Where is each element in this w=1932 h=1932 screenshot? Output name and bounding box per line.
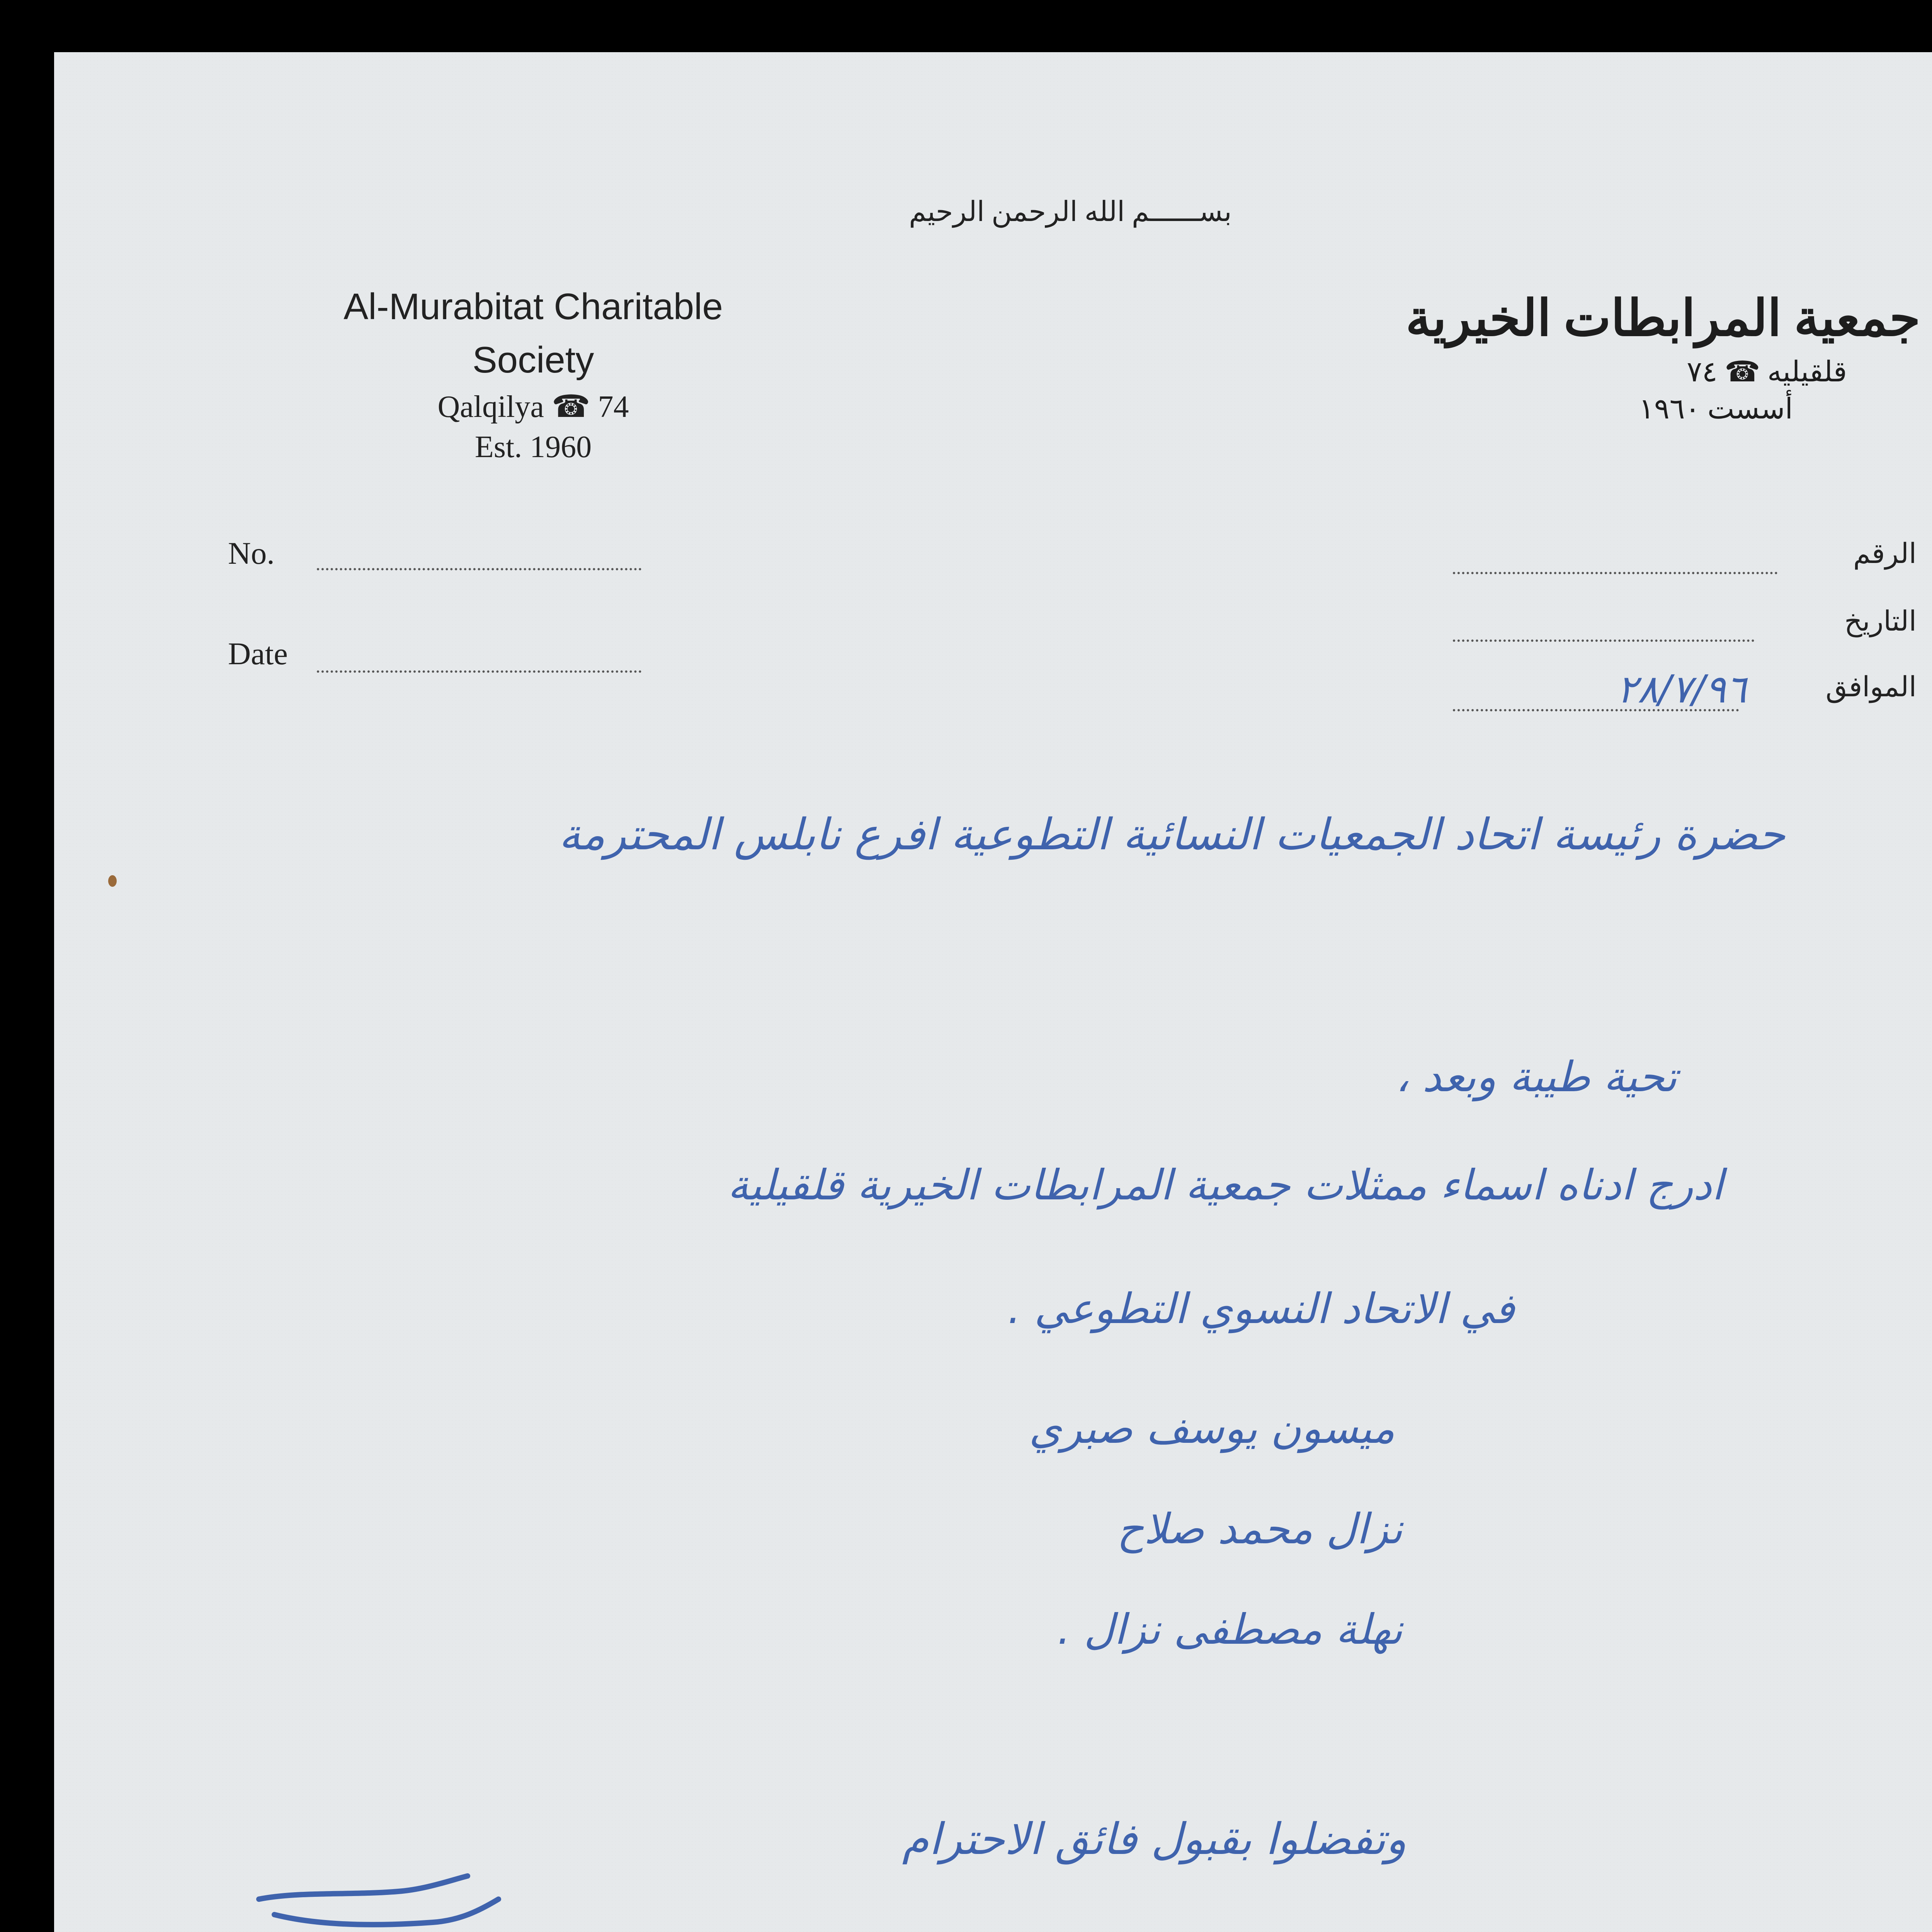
no-dotted-line — [317, 568, 641, 570]
org-phone-en: Qalqilya ☎ 74 — [437, 390, 629, 424]
letter-greeting: تحية طيبة وبعد ، — [1395, 1053, 1677, 1101]
no-label: No. — [228, 536, 275, 571]
letter-addressee: حضرة رئيسة اتحاد الجمعيات النسائية التطوعية افرع نابلس المحترمة — [558, 810, 1785, 860]
representative-name-3: نهلة مصطفى نزال . — [1057, 1605, 1403, 1654]
letter-body-line2: في الاتحاد النسوي التطوعي . — [1007, 1285, 1515, 1333]
org-phone-ar: قلقيليه ☎ ٧٤ — [1687, 356, 1847, 388]
ar-number-label: الرقم — [1853, 538, 1917, 569]
no-field — [228, 535, 313, 571]
ar-corresponding-value: ٢٨/٧/٩٦ — [1617, 667, 1747, 712]
letterhead-arabic — [1341, 284, 1920, 428]
signature-scribble-icon — [251, 1868, 522, 1932]
letter-paper — [54, 52, 1932, 1932]
letter-body-line1: ادرج ادناه اسماء ممثلات جمعية المرابطات الخيرية قلقيلية — [727, 1161, 1723, 1209]
date-dotted-line — [317, 670, 641, 673]
date-label: Date — [228, 636, 288, 671]
ar-date-label: التاريخ — [1844, 606, 1917, 637]
ar-corresponding-dotted-line — [1453, 709, 1739, 711]
org-name-ar: جمعية المرابطات الخيرية — [1405, 291, 1920, 347]
representative-name-2: نزال محمد صلاح — [1117, 1505, 1403, 1553]
basmala: بســــــم الله الرحمن الرحيم — [909, 196, 1232, 227]
org-name-en-line1: Al-Murabitat Charitable — [344, 286, 723, 327]
ar-date-dotted-line — [1453, 639, 1754, 642]
representative-name-1: ميسون يوسف صبري — [1029, 1405, 1395, 1453]
letter-closing: وتفضلوا بقبول فائق الاحترام — [902, 1814, 1406, 1864]
org-est-en: Est. 1960 — [474, 430, 592, 464]
ar-corresponding-label: الموافق — [1825, 672, 1917, 702]
ink-stain — [108, 875, 117, 887]
org-name-en-line2: Society — [472, 339, 594, 381]
date-field — [228, 636, 313, 672]
letterhead-english — [220, 280, 846, 467]
ar-number-dotted-line — [1453, 572, 1777, 574]
org-est-ar: أسست ١٩٦٠ — [1639, 393, 1793, 425]
